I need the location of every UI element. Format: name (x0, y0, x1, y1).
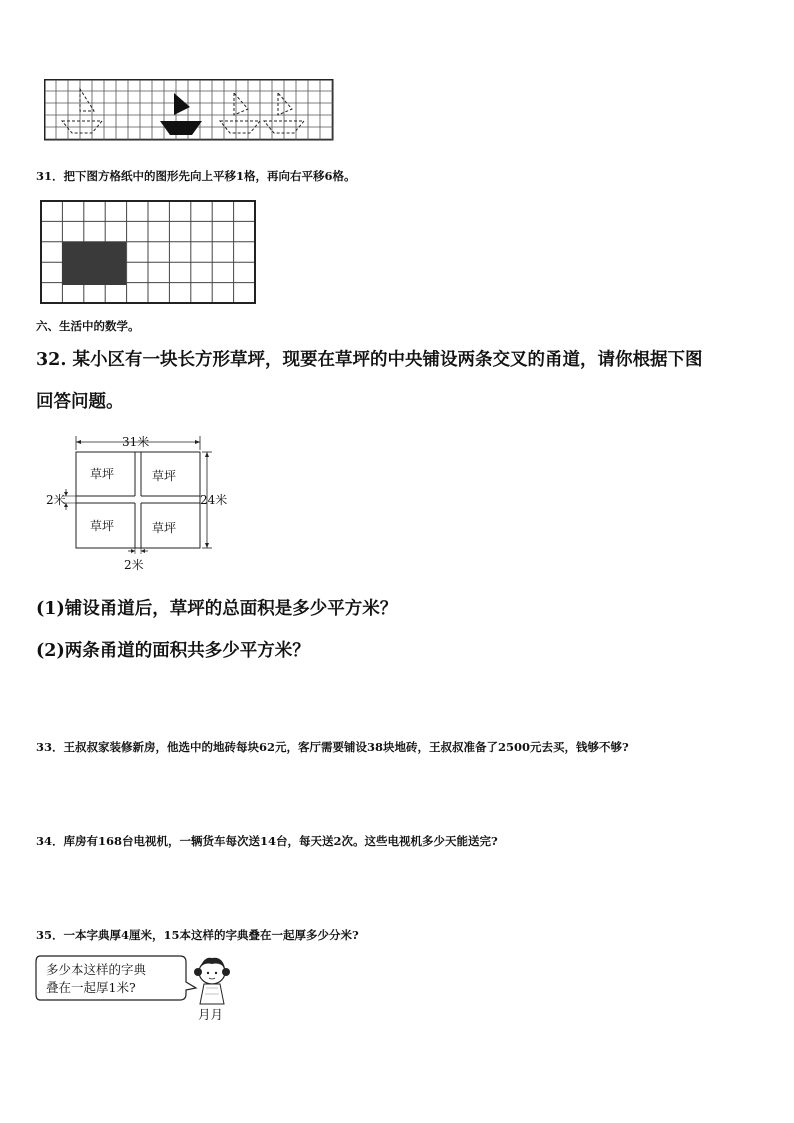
section-6-heading: 六、生活中的数学。 (36, 319, 140, 333)
q32-line2: 回答问题。 (36, 392, 124, 412)
lawn-label-tl: 草坪 (90, 467, 115, 481)
translation-grid-svg (40, 200, 258, 306)
translation-grid-figure (40, 200, 258, 306)
speech-bubble-figure (34, 952, 244, 1024)
lawn-diagram-svg (44, 430, 244, 575)
q32-sub1: (1)铺设甬道后，草坪的总面积是多少平方米？ (36, 599, 398, 619)
q32-line1: 32. 某小区有一块长方形草坪，现要在草坪的中央铺设两条交叉的甬道，请你根据下图 (36, 350, 703, 370)
path-bottom-label: 2米 (124, 558, 144, 572)
q34-text: 34．库房有168台电视机，一辆货车每次送14台，每天送2次。这些电视机多少天能送完? (36, 834, 498, 848)
lawn-label-br: 草坪 (152, 521, 177, 535)
q31-text: 31．把下图方格纸中的图形先向上平移1格，再向右平移6格。 (36, 169, 356, 183)
girl-character-icon (194, 958, 230, 1004)
solid-boat (160, 93, 202, 135)
bubble-line1: 多少本这样的字典 (46, 962, 147, 977)
q35-text: 35．一本字典厚4厘米，15本这样的字典叠在一起厚多少分米? (36, 928, 359, 942)
boat-grid-figure (44, 79, 334, 141)
q33-text: 33．王叔叔家装修新房，他选中的地砖每块62元，客厅需要铺设38块地砖，王叔叔准备了2500元去买，钱够不够? (36, 740, 629, 754)
lawn-label-tr: 草坪 (152, 469, 177, 483)
shaded-rectangle (62, 242, 126, 285)
lawn-diagram (44, 430, 244, 575)
bubble-line2: 叠在一起厚1米? (46, 980, 136, 995)
boat-grid-svg (44, 79, 334, 141)
character-name: 月月 (198, 1007, 224, 1022)
height-label: 24米 (200, 493, 228, 507)
speech-bubble-svg (34, 952, 244, 1024)
lawn-label-bl: 草坪 (90, 519, 115, 533)
path-left-label: 2米 (46, 493, 66, 507)
q32-sub2: (2)两条甬道的面积共多少平方米？ (36, 641, 310, 661)
width-label: 31米 (122, 435, 150, 449)
